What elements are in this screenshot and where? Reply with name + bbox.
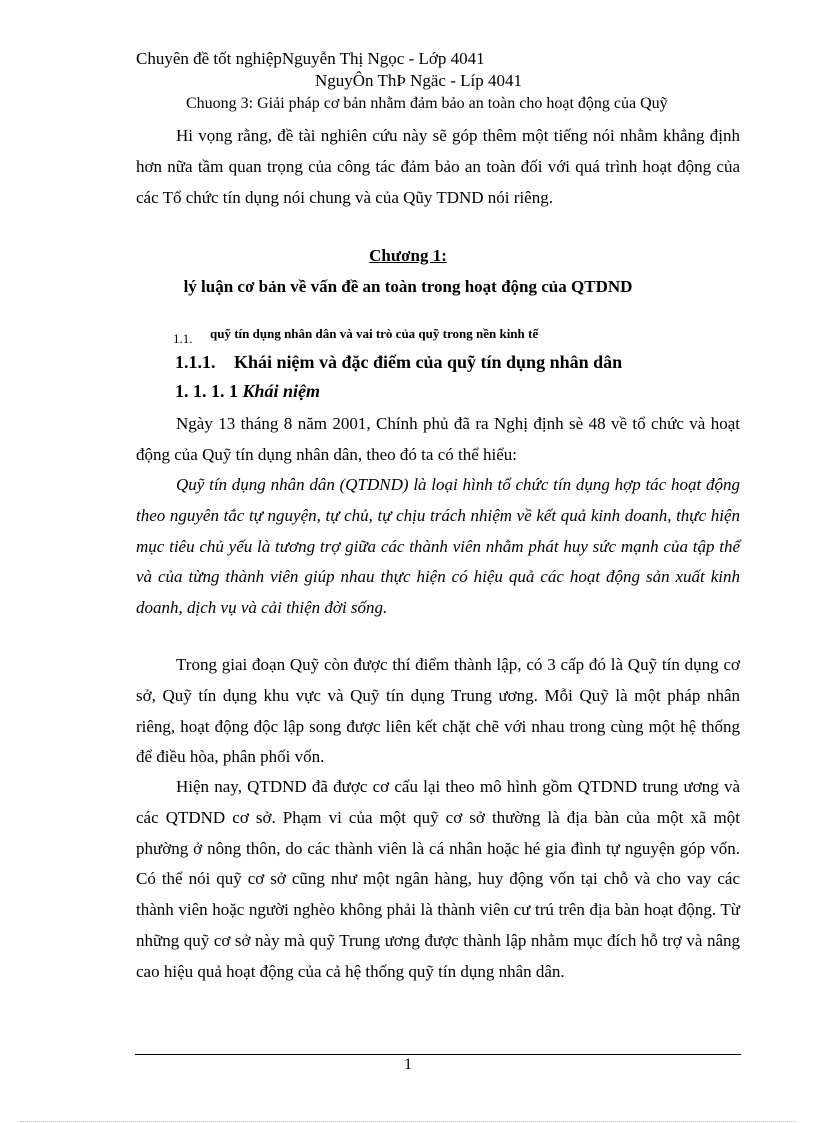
footer-rule: [135, 1054, 741, 1055]
page-number: 1: [404, 1056, 412, 1073]
body-paragraph-4: Hiện nay, QTDND đã được cơ cấu lại theo mô hình gồm QTDND trung ương và các QTDND cơ sở. Phạm vi của một quỹ cơ sở thường là địa bàn của một xã một phường ở nông thôn, do các thành viên là cá nhân hoặc hé gia đình tự nguyện góp vốn. Có thể nói quỹ cơ sở cũng như một ngân hàng, huy động vốn tại chỗ và cho vay các thành viên hoặc người nghèo không phải là thành viên cư trú trên địa bàn hoạt động. Từ những quỹ cơ sở này mà quỹ Trung ương được thành lập nhằm mục đích hỗ trợ và nâng cao hiệu quả hoạt động của cả hệ thống quỹ tín dụng nhân dân.: [136, 777, 740, 981]
section-1-1-title: quỹ tín dụng nhân dân và vai trò của quỹ trong nền kinh tế: [210, 326, 539, 341]
page-edge-divider: [20, 1121, 796, 1122]
section-1-1-number: 1.1.: [173, 331, 193, 346]
running-header-line-1: Chuyên đề tốt nghiệpNguyễn Thị Ngọc - Lớp 4041: [136, 49, 485, 68]
chapter-label: Chương 1:: [369, 246, 447, 265]
body-paragraph-definition: Quỹ tín dụng nhân dân (QTDND) là loại hình tổ chức tín dụng hợp tác hoạt động theo nguyên tắc tự nguyện, tự chủ, tự chịu trách nhiệm về kết quả kinh doanh, thực hiện mục tiêu chủ yếu là tương trợ giữa các thành viên nhằm phát huy sức mạnh của tập thể và của từng thành viên giúp nhau thực hiện có hiệu quả các hoạt động sản xuất kinh doanh, dịch vụ và cải thiện đời sống.: [136, 475, 740, 618]
section-1-1-1-1-heading: [175, 381, 320, 402]
section-1-1-1-title: Khái niệm và đặc điểm của quỹ tín dụng nhân dân: [234, 352, 623, 372]
running-header-chapter: Chuong 3: Giải pháp cơ bản nhằm đảm bảo an toàn cho hoạt động của Quỹ: [186, 95, 668, 112]
body-paragraph-1: Ngày 13 tháng 8 năm 2001, Chính phủ đã ra Nghị định sè 48 về tổ chức và hoạt động của Quỹ tín dụng nhân dân, theo đó ta có thể hiểu:: [136, 414, 740, 464]
running-header-line-2: NguyÔn ThÞ Ngäc - Líp 4041: [315, 71, 522, 90]
chapter-title: lý luận cơ bản về vấn đề an toàn trong hoạt động của QTDND: [183, 277, 633, 296]
body-paragraph-3: Trong giai đoạn Quỹ còn được thí điểm thành lập, có 3 cấp đó là Quỹ tín dụng cơ sở, Quỹ tín dụng khu vực và Quỹ tín dụng Trung ương. Mỗi Quỹ là một pháp nhân riêng, hoạt động độc lập song được liên kết chặt chẽ với nhau trong cùng một hệ thống để điều hòa, phân phối vốn.: [136, 655, 740, 767]
section-1-1-1-number: 1.1.1.: [175, 352, 216, 372]
section-1-1-1-1-number: 1. 1. 1. 1: [175, 381, 238, 401]
intro-paragraph: Hi vọng rằng, đề tài nghiên cứu này sẽ góp thêm một tiếng nói nhằm khẳng định hơn nữa tầm quan trọng của công tác đảm bảo an toàn đối với quá trình hoạt động của các Tổ chức tín dụng nói chung và của Qũy TDND nói riêng.: [136, 126, 740, 207]
section-1-1-1-1-title: Khái niệm: [242, 381, 321, 401]
